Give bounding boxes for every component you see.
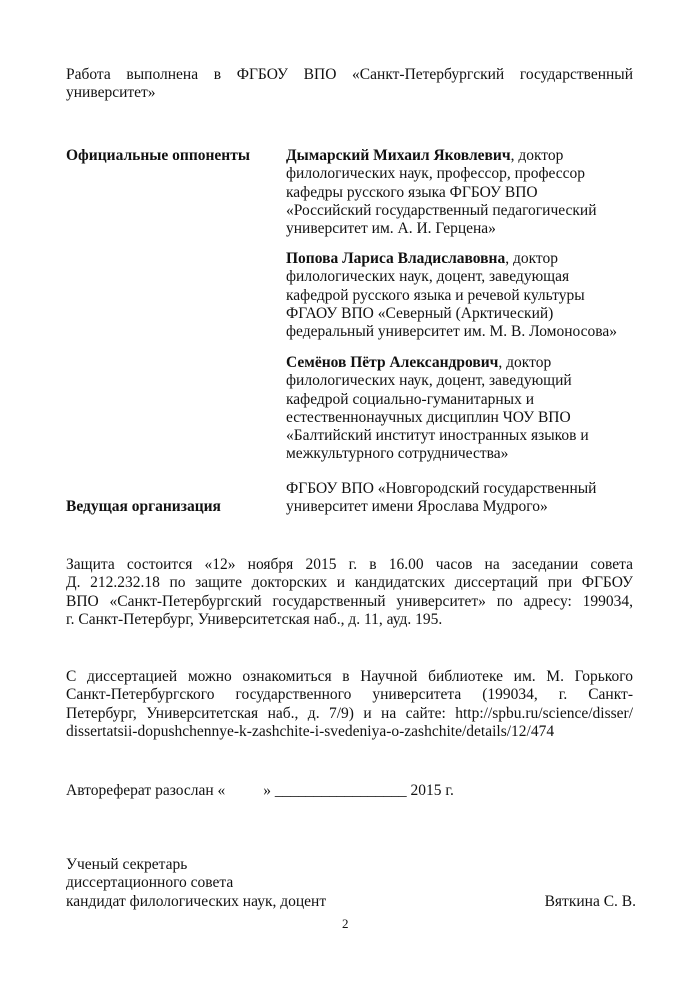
opponents-label: Официальные оппоненты (66, 147, 250, 164)
leading-line-2: университет имени Ярослава Мудрого» (286, 498, 548, 516)
defense-line-2: Д. 212.232.18 по защите докторских и кандидатских диссертаций при ФГБОУ (66, 574, 633, 592)
opponent-3-line-1: филологических наук, доцент, заведующий (286, 372, 572, 390)
abstract-sent-prefix: Автореферат разослан « (66, 782, 226, 799)
opponent-3-line-0: , доктор (498, 354, 552, 371)
library-paragraph (66, 668, 633, 741)
secretary-name: Вяткина С. В. (544, 892, 636, 910)
opponent-2-line-3: ФГАОУ ВПО «Северный (Арктический) (286, 304, 554, 322)
opponent-1-line-3: «Российский государственный педагогический (286, 201, 597, 219)
library-line-2: Санкт-Петербургского государственного университета (199034, г. Санкт- (66, 686, 633, 704)
abstract-sent-blank: _________________ (274, 782, 407, 799)
defense-paragraph (66, 556, 633, 629)
defense-line-1: Защита состоится «12» ноября 2015 г. в 16.00 часов на заседании совета (66, 556, 633, 573)
library-line-1: С диссертацией можно ознакомиться в Научной библиотеке им. М. Горького (66, 668, 633, 685)
opponent-2-line-2: кафедрой русского языка и речевой культуры (286, 286, 585, 304)
leading-organization (286, 480, 636, 517)
library-line-3: Петербург, Университетская наб., д. 7/9) и на сайте: http://spbu.ru/science/disser/ (66, 704, 633, 722)
opponent-1-line-4: университет им. А. И. Герцена» (286, 220, 496, 238)
opponent-1-line-1: филологических наук, профессор, профессор (286, 165, 586, 183)
secretary-line-3: кандидат филологических наук, доцент (66, 892, 327, 910)
intro-line-2: университет» (66, 84, 156, 102)
opponent-2-line-1: филологических наук, доцент, заведующая (286, 268, 570, 286)
defense-line-3: ВПО «Санкт-Петербургский государственный университет» по адресу: 199034, (66, 592, 633, 610)
leading-organization-label: Ведущая организация (66, 498, 221, 515)
opponent-1-line-2: кафедры русского языка ФГБОУ ВПО (286, 183, 538, 201)
defense-line-4: г. Санкт-Петербург, Университетская наб., д. 11, ауд. 195. (66, 610, 443, 628)
intro-paragraph (66, 66, 633, 103)
secretary-line-1: Ученый секретарь (66, 856, 188, 873)
opponent-1-line-0: , доктор (510, 147, 564, 164)
opponent-1-name: Дымарский Михаил Яковлевич (286, 147, 511, 164)
page-number: 2 (342, 916, 349, 931)
opponent-2 (286, 250, 636, 341)
opponent-2-line-4: федеральный университет им. М. В. Ломоносова» (286, 323, 618, 341)
secretary-line-2: диссертационного совета (66, 874, 234, 892)
opponent-3-line-4: «Балтийский институт иностранных языков и (286, 427, 589, 445)
opponent-3-line-2: кафедрой социально-гуманитарных и (286, 390, 534, 408)
intro-line-1: Работа выполнена в ФГБОУ ВПО «Санкт-Петербургский государственный (66, 66, 633, 83)
library-line-4: dissertatsii-dopushchennye-k-zashchite-i-svedeniya-o-zashchite/details/12/474 (66, 722, 555, 740)
opponent-3-name: Семёнов Пётр Александрович (286, 354, 499, 371)
abstract-sent-line (66, 782, 454, 800)
opponent-2-name: Попова Лариса Владиславовна (286, 250, 506, 267)
abstract-sent-close-quote: » (263, 782, 272, 799)
opponent-3-line-3: естественнонаучных дисциплин ЧОУ ВПО (286, 408, 571, 426)
opponent-2-line-0: , доктор (505, 250, 558, 267)
abstract-sent-year: 2015 г. (410, 782, 454, 799)
opponent-3-line-5: межкультурного сотрудничества» (286, 445, 509, 463)
opponent-1 (286, 147, 636, 238)
leading-line-1: ФГБОУ ВПО «Новгородский государственный (286, 480, 597, 497)
opponent-3 (286, 354, 636, 464)
